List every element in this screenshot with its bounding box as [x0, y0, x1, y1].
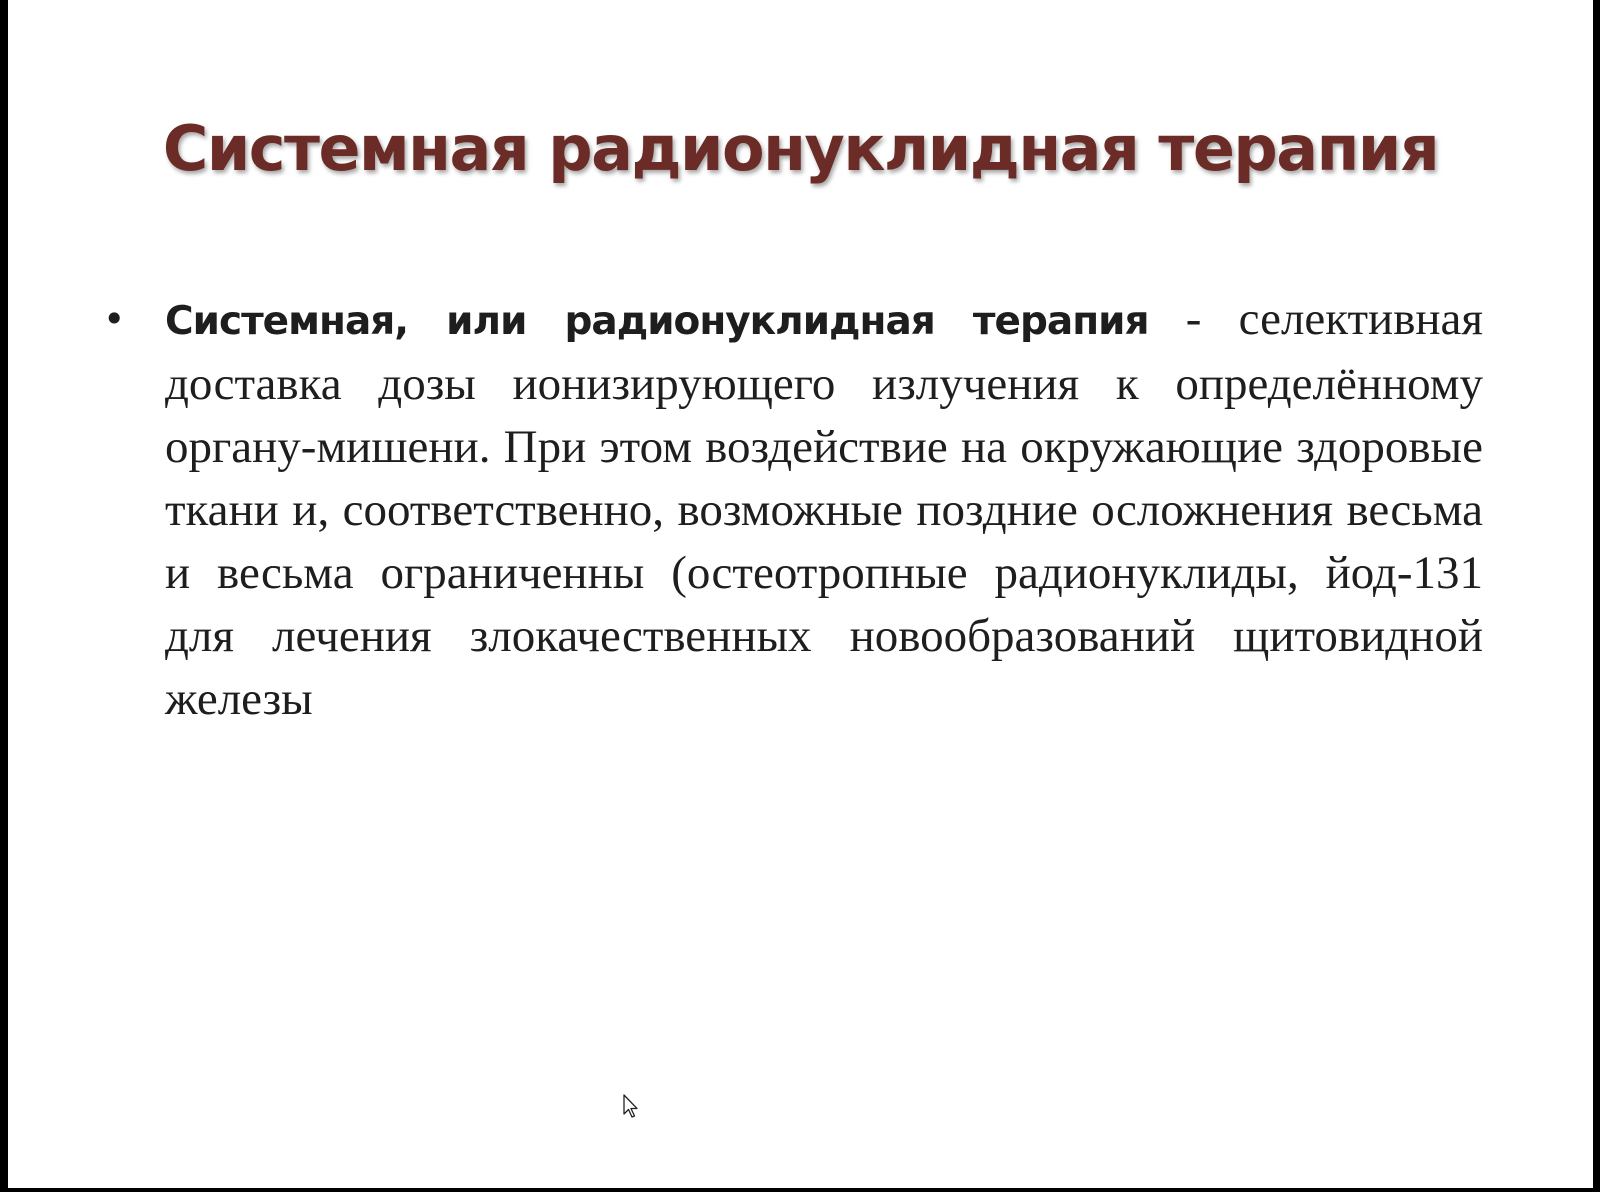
slide	[8, 0, 1593, 1188]
bullet-term: Системная, или радионуклидная терапия	[165, 299, 1149, 344]
bullet-icon: •	[103, 297, 126, 341]
slide-title: Системная радионуклидная терапия	[162, 112, 1439, 185]
bullet-item	[103, 288, 1483, 731]
bullet-separator: -	[1148, 293, 1239, 345]
slide-content	[103, 288, 1483, 731]
bullet-text: селективная доставка дозы ионизирующего излучения к определённому органу-мишени. При этом воздействие на окружающие здоровые ткани и, соответственно, возможные поздние осложнения весьма и весьма ограниченны (остеотропные радионуклиды, йод-131 для лечения злокачественных новообразований щитовидной железы	[165, 293, 1484, 725]
mouse-pointer-icon	[622, 1094, 640, 1120]
